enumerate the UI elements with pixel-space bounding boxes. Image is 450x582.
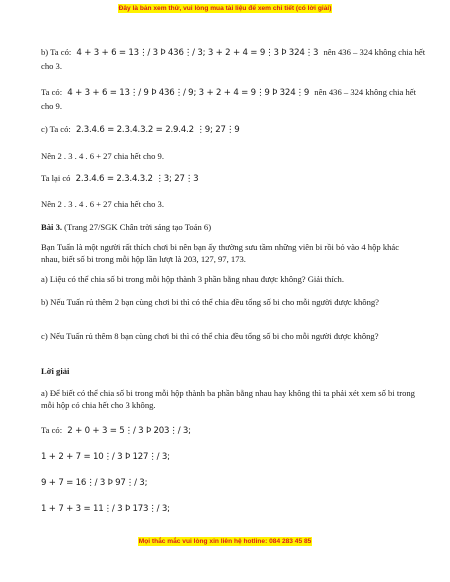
exercise-3-statement: Bạn Tuấn là một người rất thích chơi bi nên bạn ấy thường sưu tầm những viên bi rồi bỏ vào 4 hộp khác nhau, biết số bi trong mỗi hộp lần lượt là 203, 127, 97, 173. bbox=[41, 242, 400, 264]
preview-banner-text: Đây là bản xem thử, vui lòng mua tài liệu để xem chi tiết (có lời giải) bbox=[118, 5, 332, 12]
solution-a-formula-3: 9 + 7 = 16⋮/ 3 Þ 97⋮/ 3; bbox=[41, 478, 148, 488]
solution-a-prefix: Ta có: bbox=[41, 425, 63, 435]
part-b9-line bbox=[41, 87, 419, 100]
part-b-suffix: nên 436 – 324 không chia hết bbox=[323, 47, 426, 57]
exercise-3-title: Bài 3. bbox=[41, 222, 63, 232]
part-c2-prefix: Ta lại có bbox=[41, 173, 71, 183]
hotline-banner bbox=[0, 538, 450, 545]
part-c-line bbox=[41, 124, 419, 137]
part-b9-prefix: Ta có: bbox=[41, 87, 63, 97]
part-b9-suffix: nên 436 – 324 không chia hết bbox=[314, 87, 416, 97]
part-c-conclusion-3: Nên 2 . 3 . 4 . 6 + 27 chia hết cho 3. bbox=[41, 199, 164, 209]
exercise-3-source: (Trang 27/SGK Chân trời sáng tạo Toán 6) bbox=[62, 222, 212, 232]
part-c-prefix: c) Ta có: bbox=[41, 124, 71, 134]
exercise-3-heading bbox=[41, 222, 419, 234]
part-c2-formula: 2.3.4.6 = 2.3.4.3.2 ⋮3; 27⋮3 bbox=[75, 174, 199, 184]
part-b-line bbox=[41, 47, 426, 60]
solution-a-text: a) Để biết có thể chia số bi trong mỗi hộp thành ba phần bằng nhau hay không thì ta phải xét xem số bi trong mỗi hộp có chia hết cho 3 không. bbox=[41, 388, 415, 410]
solution-a-line-4 bbox=[41, 503, 419, 516]
part-b-formula: 4 + 3 + 6 = 13⋮/ 3 Þ 436⋮/ 3; 3 + 2 + 4 = 9⋮3 Þ 324⋮3 bbox=[76, 48, 319, 58]
part-b-cont: cho 3. bbox=[41, 61, 63, 71]
hotline-banner-text: Mọi thắc mắc vui lòng xin liên hệ hotline: 084 283 45 85 bbox=[138, 538, 312, 545]
part-c-formula: 2.3.4.6 = 2.3.4.3.2 = 2.9.4.2 ⋮9; 27⋮9 bbox=[75, 125, 240, 135]
solution-a-line-2 bbox=[41, 451, 419, 464]
part-c-conclusion-9: Nên 2 . 3 . 4 . 6 + 27 chia hết cho 9. bbox=[41, 151, 164, 161]
part-b-prefix: b) Ta có: bbox=[41, 47, 72, 57]
solution-a-formula-4: 1 + 7 + 3 = 11⋮/ 3 Þ 173⋮/ 3; bbox=[41, 504, 170, 514]
solution-heading: Lời giải bbox=[41, 366, 70, 376]
solution-a-line-3 bbox=[41, 477, 419, 490]
question-a: a) Liệu có thể chia số bi trong mỗi hộp thành 3 phần bằng nhau được không? Giải thích. bbox=[41, 274, 344, 284]
part-b9-formula: 4 + 3 + 6 = 13⋮/ 9 Þ 436⋮/ 9; 3 + 2 + 4 = 9⋮9 Þ 324⋮9 bbox=[67, 88, 310, 98]
preview-banner bbox=[0, 5, 450, 12]
solution-a-line-1 bbox=[41, 425, 419, 438]
part-c2-line bbox=[41, 173, 419, 186]
solution-a-formula-2: 1 + 2 + 7 = 10⋮/ 3 Þ 127⋮/ 3; bbox=[41, 452, 170, 462]
part-b9-cont: cho 9. bbox=[41, 101, 63, 111]
solution-a-formula-1: 2 + 0 + 3 = 5⋮/ 3 Þ 203⋮/ 3; bbox=[67, 426, 191, 436]
question-b: b) Nếu Tuấn rủ thêm 2 bạn cùng chơi bi thì có thể chia đều tổng số bi cho mỗi người được không? bbox=[41, 297, 380, 307]
question-c: c) Nếu Tuấn rủ thêm 8 bạn cùng chơi bi thì có thể chia đều tổng số bi cho mỗi người được không? bbox=[41, 331, 379, 341]
